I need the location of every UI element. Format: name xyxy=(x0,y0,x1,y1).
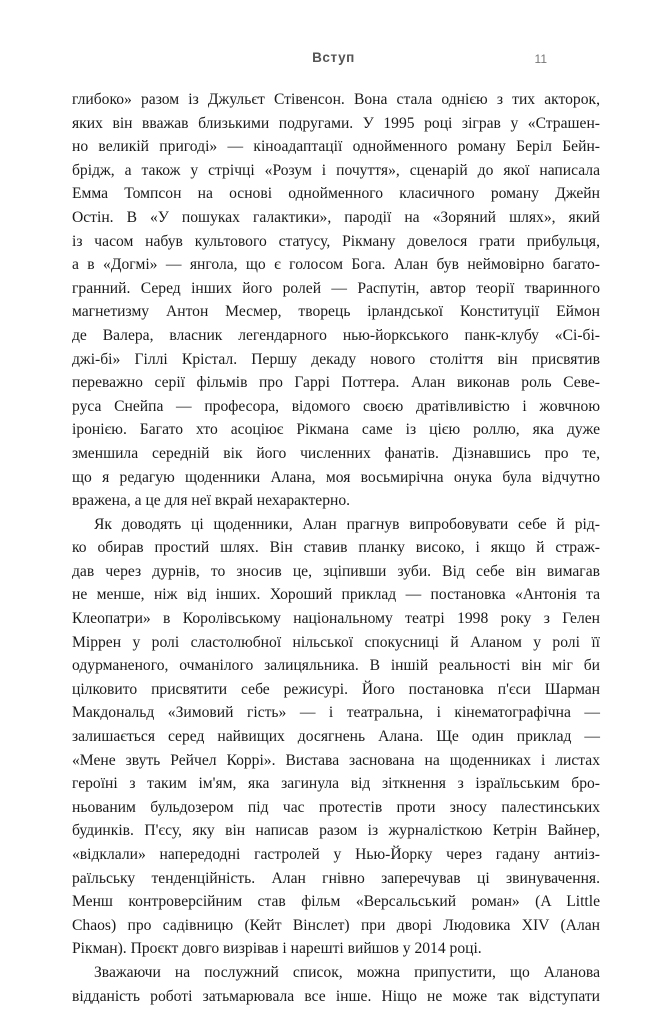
text-line: Міррен у ролі сластолюбної нільської спокусниці й Аланом у ролі її xyxy=(72,633,600,651)
text-line: переважно серії фільмів про Гаррі Поттера. Алан виконав роль Севе- xyxy=(72,374,600,392)
text-line: гранний. Серед інших його ролей — Распутін, автор теорії тваринного xyxy=(72,279,600,297)
text-line: Зважаючи на послужний список, можна припустити, що Аланова xyxy=(94,963,600,981)
text-line: не менше, ніж від інших. Хороший приклад — постановка «Антонія та xyxy=(72,586,600,604)
paragraph xyxy=(72,513,600,961)
text-line: будинків. П'єсу, яку він написав разом із журналісткою Кетрін Вайнер, xyxy=(72,822,600,840)
text-line: а в «Догмі» — янгола, що є голосом Бога. Алан був неймовірно багато- xyxy=(72,256,600,274)
text-line: цілковито присвятити себе режисурі. Його постановка п'єси Шарман xyxy=(72,680,600,698)
text-line: глибоко» разом із Джульєт Стівенсон. Вона стала однією з тих акторок, xyxy=(72,91,600,108)
body-text xyxy=(72,88,600,1008)
text-line: Макдональд «Зимовий гість» — і театральна, і кінематографічна — xyxy=(72,704,600,722)
text-line: вражена, а це для неї вкрай нехарактерно. xyxy=(72,492,351,510)
text-line: зменшила середній вік його численних фанатів. Дізнавшись про те, xyxy=(72,444,600,462)
page-number: 11 xyxy=(534,52,547,66)
text-line: джі-бі» Гіллі Крістал. Першу декаду нового століття він присвятив xyxy=(72,350,600,368)
text-line: Chaos) про садівницю (Кейт Вінслет) при дворі Людовика XIV (Алан xyxy=(72,916,600,934)
text-line: Рікман). Проєкт довго визрівав і нарешті вийшов у 2014 році. xyxy=(72,940,482,958)
chapter-title: Вступ xyxy=(312,50,355,65)
text-line: героїні з таким ім'ям, яка загинула від зіткнення з ізраїльським бро- xyxy=(72,775,600,793)
text-line: Остін. В «У пошуках галактики», пародії на «Зоряний шлях», який xyxy=(72,208,600,226)
text-line: залишається серед найвищих досягнень Алана. Ще один приклад — xyxy=(72,728,600,746)
paragraph xyxy=(72,88,600,513)
text-line: одурманеного, очманілого залицяльника. В іншій реальності він міг би xyxy=(72,657,600,675)
text-line: «відклали» напередодні гастролей у Нью-Йорку через гадану антиіз- xyxy=(72,846,600,863)
text-line: що я редагую щоденники Алана, моя восьмирічна онука була відчутно xyxy=(72,468,600,486)
text-line: ньованим бульдозером під час протестів проти зносу палестинських xyxy=(72,798,600,816)
running-head xyxy=(0,50,667,70)
text-line: раїльську тенденційність. Алан гнівно заперечував ці звинувачення. xyxy=(72,869,600,887)
text-line: Як доводять ці щоденники, Алан прагнув випробовувати себе й рід- xyxy=(94,515,600,533)
text-line: яких він вважав близькими подругами. У 1995 році зіграв у «Страшен- xyxy=(72,114,600,132)
text-line: дав через дурнів, то зносив це, зціпивши зуби. Від себе він вимагав xyxy=(72,562,600,580)
text-line: брідж, а також у стрічці «Розум і почуття», сценарій до якої написала xyxy=(72,161,600,179)
text-line: Менш контроверсійним став фільм «Версальський роман» (A Little xyxy=(72,893,600,911)
text-line: ко обирав простий шлях. Він ставив планку високо, і якщо й страж- xyxy=(72,539,600,557)
text-line: руса Снейпа — професора, відомого своєю дратівливістю і жовчною xyxy=(72,397,600,415)
paragraph xyxy=(72,961,600,1008)
text-line: відданість роботі затьмарювала все інше. Ніщо не може так відступати xyxy=(72,987,600,1005)
text-line: Емма Томпсон на основі однойменного класичного роману Джейн xyxy=(72,185,600,203)
text-line: іронією. Багато хто асоціює Рікмана саме із цією роллю, яка дуже xyxy=(72,421,600,439)
text-line: но великій пригоді» — кіноадаптації однойменного роману Беріл Бейн- xyxy=(72,138,600,156)
text-line: магнетизму Антон Месмер, творець ірландської Конституції Еймон xyxy=(72,303,600,321)
text-line: Клеопатри» в Королівському національному театрі 1998 року з Гелен xyxy=(72,610,600,628)
text-line: із часом набув культового статусу, Рікману довелося грати прибульця, xyxy=(72,232,600,250)
text-line: «Мене звуть Рейчел Коррі». Вистава заснована на щоденниках і листах xyxy=(72,751,600,769)
text-line: де Валера, власник легендарного нью-йоркського панк-клубу «Сі-бі- xyxy=(72,326,600,344)
